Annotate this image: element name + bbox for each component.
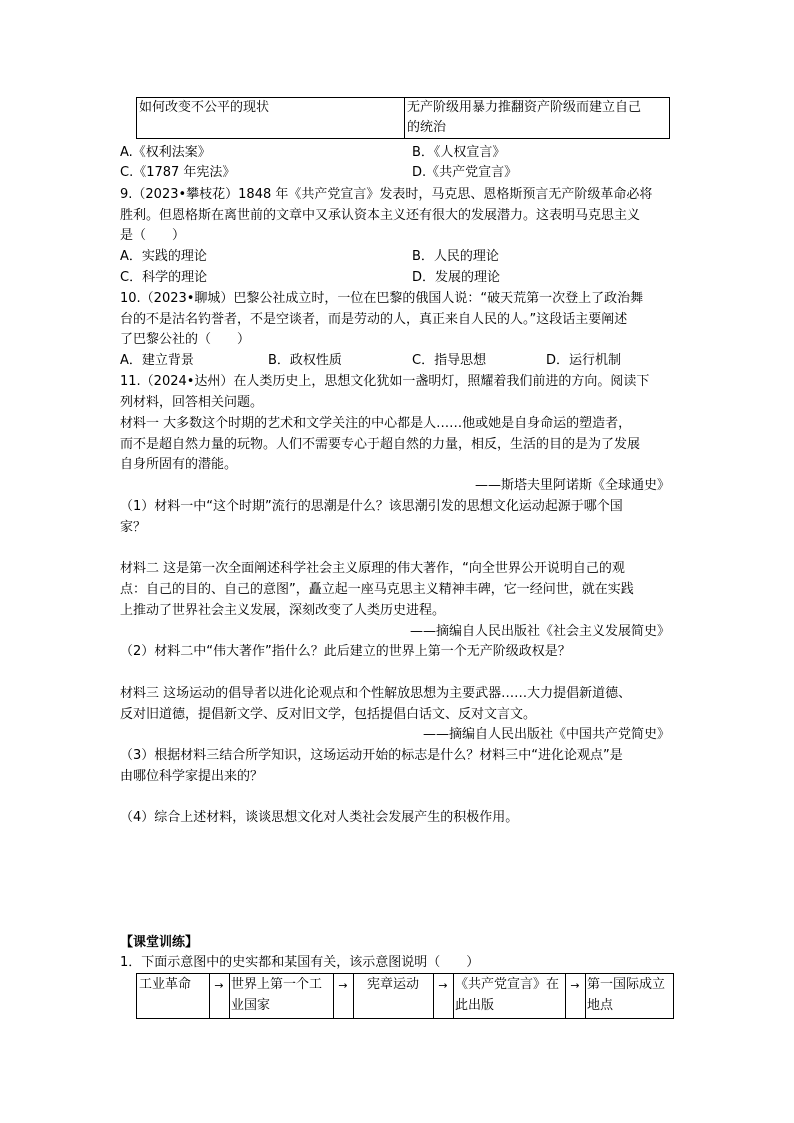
flow-divider: [353, 974, 354, 1018]
sub-question-1-line1: （1）材料一中“这个时期”流行的思潮是什么？该思潮引发的思想文化运动起源于哪个国: [120, 499, 623, 514]
q10-option-a: A．建立背景: [120, 353, 194, 368]
table-cell-right: [405, 98, 670, 139]
q8-option-c: C.《1787 年宪法》: [120, 165, 236, 180]
practice-q1-stem: 1．下面示意图中的史实都和某国有关，该示意图说明（ ）: [120, 955, 480, 970]
material2-line1: 材料二 这是第一次全面阐述科学社会主义原理的伟大著作，“向全世界公开说明自己的观: [120, 561, 625, 576]
q10-option-c: C．指导思想: [412, 353, 487, 368]
q9-option-d: D．发展的理论: [412, 270, 501, 285]
material2-source: ——摘编自人民出版社《社会主义发展简史》: [409, 624, 670, 639]
flow-box-5-line1: 第一国际成立: [587, 977, 666, 992]
flow-box-4-line1: 《共产党宣言》在: [455, 977, 560, 992]
q10-option-d: D．运行机制: [546, 353, 622, 368]
q9-stem-line2: 胜利。但恩格斯在离世前的文章中又承认资本主义还有很大的发展潜力。这表明马克思主义: [120, 208, 641, 223]
table-row: [137, 98, 670, 139]
flow-box-3-label: 宪章运动: [367, 977, 420, 992]
q9-option-c: C．科学的理论: [120, 270, 208, 285]
sub-question-2: （2）材料二中“伟大著作”指什么？此后建立的世界上第一个无产阶级政权是？: [120, 644, 571, 659]
material3-line2: 反对旧道德，提倡新文学、反对旧文学，包括提倡白话文、反对文言文。: [120, 707, 537, 722]
flow-chart: [136, 973, 674, 1019]
material1-line2: 而不是超自然力量的玩物。人们不需要专心于超自然的力量，相反，生活的目的是为了发展: [120, 437, 641, 452]
sub-question-3-line2: 由哪位科学家提出来的？: [120, 769, 264, 784]
table-cell-right-line2: 的统治: [407, 120, 447, 135]
q8-option-b: B．《人权宣言》: [412, 145, 506, 160]
practice-heading: 【课堂训练】: [120, 935, 199, 950]
sub-question-3-line1: （3）根据材料三结合所学知识，这场运动开始的标志是什么？材料三中“进化论观点”是: [120, 748, 623, 763]
q9-option-b: B．人民的理论: [412, 249, 499, 264]
flow-box-2-line1: 世界上第一个工: [231, 977, 323, 992]
q10-option-b: B．政权性质: [268, 353, 342, 368]
material3-source: ——摘编自人民出版社《中国共产党简史》: [422, 727, 670, 742]
flow-divider: [585, 974, 586, 1018]
flow-box-industrial-revolution: [139, 974, 209, 1018]
flow-arrow-4: →: [570, 979, 580, 992]
flow-box-5-line2: 地点: [587, 998, 614, 1013]
q11-stem-line2: 列材料，回答相关问题。: [120, 395, 264, 410]
flow-arrow-1: →: [214, 979, 224, 992]
q10-stem-line2: 台的不是沽名钓誉者，不是空谈者，而是劳动的人，真正来自人民的人。”这段话主要阐述: [120, 312, 628, 327]
material2-line3: 上推动了世界社会主义发展，深刻改变了人类历史进程。: [120, 603, 446, 618]
flow-box-first-industrial-country: [231, 974, 333, 1018]
material1-source: ——斯塔夫里阿诺斯《全球通史》: [474, 478, 670, 493]
flow-box-chartist-movement: [367, 974, 433, 1018]
table-cell-right-line1: 无产阶级用暴力推翻资产阶级而建立自己: [407, 100, 642, 115]
flow-box-2-line2: 业国家: [231, 998, 271, 1013]
flow-box-first-international: [587, 974, 673, 1018]
flow-divider: [453, 974, 454, 1018]
q11-stem-line1: 11.（2024•达州）在人类历史上，思想文化犹如一盏明灯，照耀着我们前进的方向。阅读下: [120, 374, 650, 389]
material3-line1: 材料三 这场运动的倡导者以进化论观点和个性解放思想为主要武器……大力提倡新道德、: [120, 686, 632, 701]
sub-question-1-line2: 家？: [120, 520, 147, 535]
material1-line3: 自身所固有的潜能。: [120, 457, 238, 472]
flow-box-4-line2: 此出版: [455, 998, 495, 1013]
q10-stem-line3: 了巴黎公社的（ ）: [120, 332, 251, 347]
q8-option-a: A.《权利法案》: [120, 145, 211, 160]
comparison-table-fragment: [136, 97, 670, 139]
flow-arrow-2: →: [338, 979, 348, 992]
q8-option-d: D.《共产党宣言》: [412, 165, 518, 180]
q10-stem-line1: 10.（2023•聊城）巴黎公社成立时，一位在巴黎的俄国人说：“破天荒第一次登上了政治舞: [120, 291, 644, 306]
q9-stem-line1: 9.（2023•攀枝花）1848 年《共产党宣言》发表时，马克思、恩格斯预言无产阶级革命必将: [120, 187, 653, 202]
flow-box-1-label: 工业革命: [139, 977, 192, 992]
flow-box-communist-manifesto: [455, 974, 565, 1018]
material1-line1: 材料一 大多数这个时期的艺术和文学关注的中心都是人……他或她是自身命运的塑造者，: [120, 416, 632, 431]
flow-arrow-3: →: [438, 979, 448, 992]
q9-option-a: A．实践的理论: [120, 249, 207, 264]
table-cell-left: 如何改变不公平的现状: [137, 98, 405, 139]
sub-question-4: （4）综合上述材料，谈谈思想文化对人类社会发展产生的积极作用。: [120, 810, 519, 825]
flow-divider: [229, 974, 230, 1018]
q9-stem-line3: 是（ ）: [120, 228, 186, 243]
material2-line2: 点：自己的目的、自己的意图”，矗立起一座马克思主义精神丰碑，它一经问世，就在实践: [120, 582, 634, 597]
